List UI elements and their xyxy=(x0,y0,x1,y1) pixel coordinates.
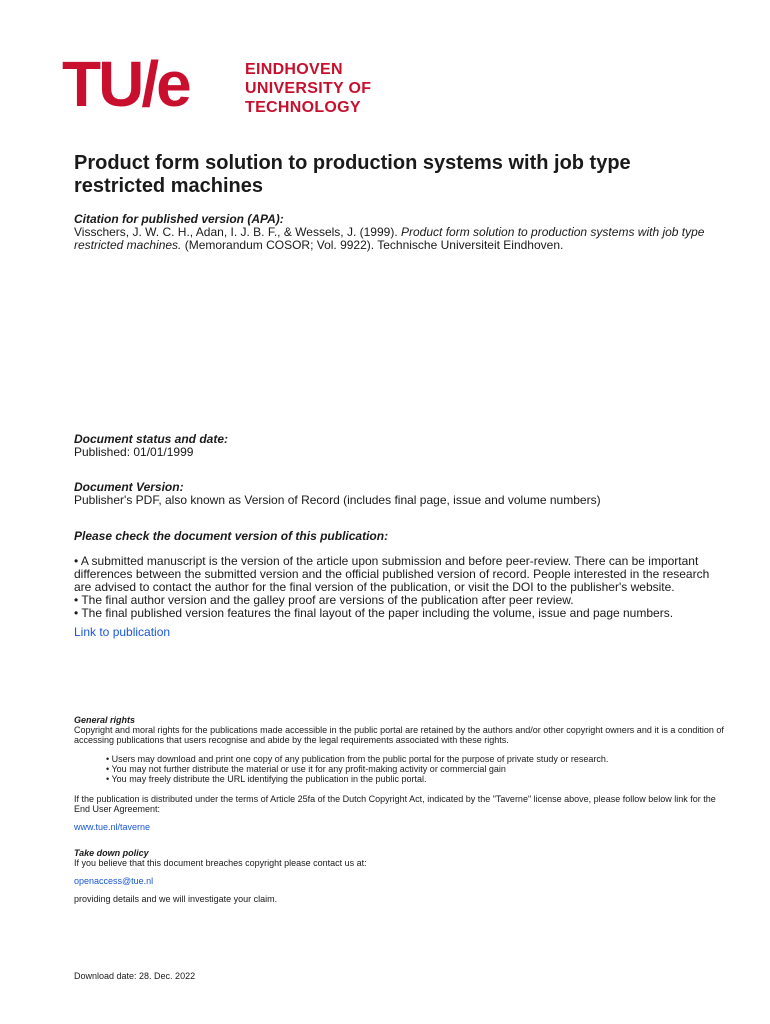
logo-line-1: EINDHOVEN xyxy=(245,61,343,78)
download-date: Download date: 28. Dec. 2022 xyxy=(74,971,196,981)
check-section xyxy=(74,530,714,639)
logo-line-2: UNIVERSITY OF xyxy=(245,80,372,97)
citation-text xyxy=(74,226,724,252)
rights-item: • Users may download and print one copy of any publication from the public portal for the purpose of private study or research. xyxy=(106,754,734,764)
check-bullet: • A submitted manuscript is the version of the article upon submission and before peer-review. There can be important differences between the submitted version and the official published version of record. People interested in the research are advised to contact the author for the final version of the publication, or visit the DOI to the publisher's website. xyxy=(74,554,710,594)
citation-authors: Visschers, J. W. C. H., Adan, I. J. B. F., & Wessels, J. (1999). xyxy=(74,225,401,239)
version-section xyxy=(74,481,724,507)
check-bullets xyxy=(74,555,714,620)
takedown-label: Take down policy xyxy=(74,848,149,858)
title-line-2: restricted machines xyxy=(74,175,263,197)
openaccess-email-link[interactable]: openaccess@tue.nl xyxy=(74,876,154,886)
citation-rest: (Memorandum COSOR; Vol. 9922). Technische Universiteit Eindhoven. xyxy=(181,238,564,252)
version-label: Document Version: xyxy=(74,480,184,494)
tue-logo-mark: TU/e xyxy=(62,48,189,120)
link-to-publication[interactable]: Link to publication xyxy=(74,625,171,639)
taverne-link[interactable]: www.tue.nl/taverne xyxy=(74,822,151,832)
taverne-text: If the publication is distributed under the terms of Article 25fa of the Dutch Copyright Act, indicated by the "Taverne" license above, please follow below link for the End User Agreement: xyxy=(74,794,716,814)
citation-section xyxy=(74,213,724,252)
takedown-closing: providing details and we will investigate your claim. xyxy=(74,894,278,904)
title-line-1: Product form solution to production systems with job type xyxy=(74,152,631,174)
rights-section xyxy=(74,715,734,904)
rights-text: Copyright and moral rights for the publications made accessible in the public portal are retained by the authors and/or other copyright owners and it is a condition of accessing publications that users recognise and abide by the legal requirements associated with these rights. xyxy=(74,725,724,745)
status-value: Published: 01/01/1999 xyxy=(74,445,194,459)
check-bullet: • The final author version and the galley proof are versions of the publication after peer review. xyxy=(74,593,574,607)
status-section xyxy=(74,433,724,459)
tue-logo-text xyxy=(245,60,465,117)
check-label: Please check the document version of this publication: xyxy=(74,529,389,543)
version-value: Publisher's PDF, also known as Version of Record (includes final page, issue and volume numbers) xyxy=(74,493,601,507)
document-title xyxy=(74,152,714,198)
logo-line-3: TECHNOLOGY xyxy=(245,99,361,116)
rights-label: General rights xyxy=(74,715,136,725)
citation-label: Citation for published version (APA): xyxy=(74,212,284,226)
rights-item: • You may not further distribute the material or use it for any profit-making activity or commercial gain xyxy=(106,764,734,774)
rights-item: • You may freely distribute the URL identifying the publication in the public portal. xyxy=(106,774,734,784)
check-bullet: • The final published version features the final layout of the paper including the volume, issue and page numbers. xyxy=(74,606,674,620)
citation-title: Product form solution to production systems with job type restricted machines. xyxy=(74,225,705,252)
rights-list xyxy=(106,754,734,784)
status-label: Document status and date: xyxy=(74,432,229,446)
takedown-text: If you believe that this document breaches copyright please contact us at: xyxy=(74,858,367,868)
